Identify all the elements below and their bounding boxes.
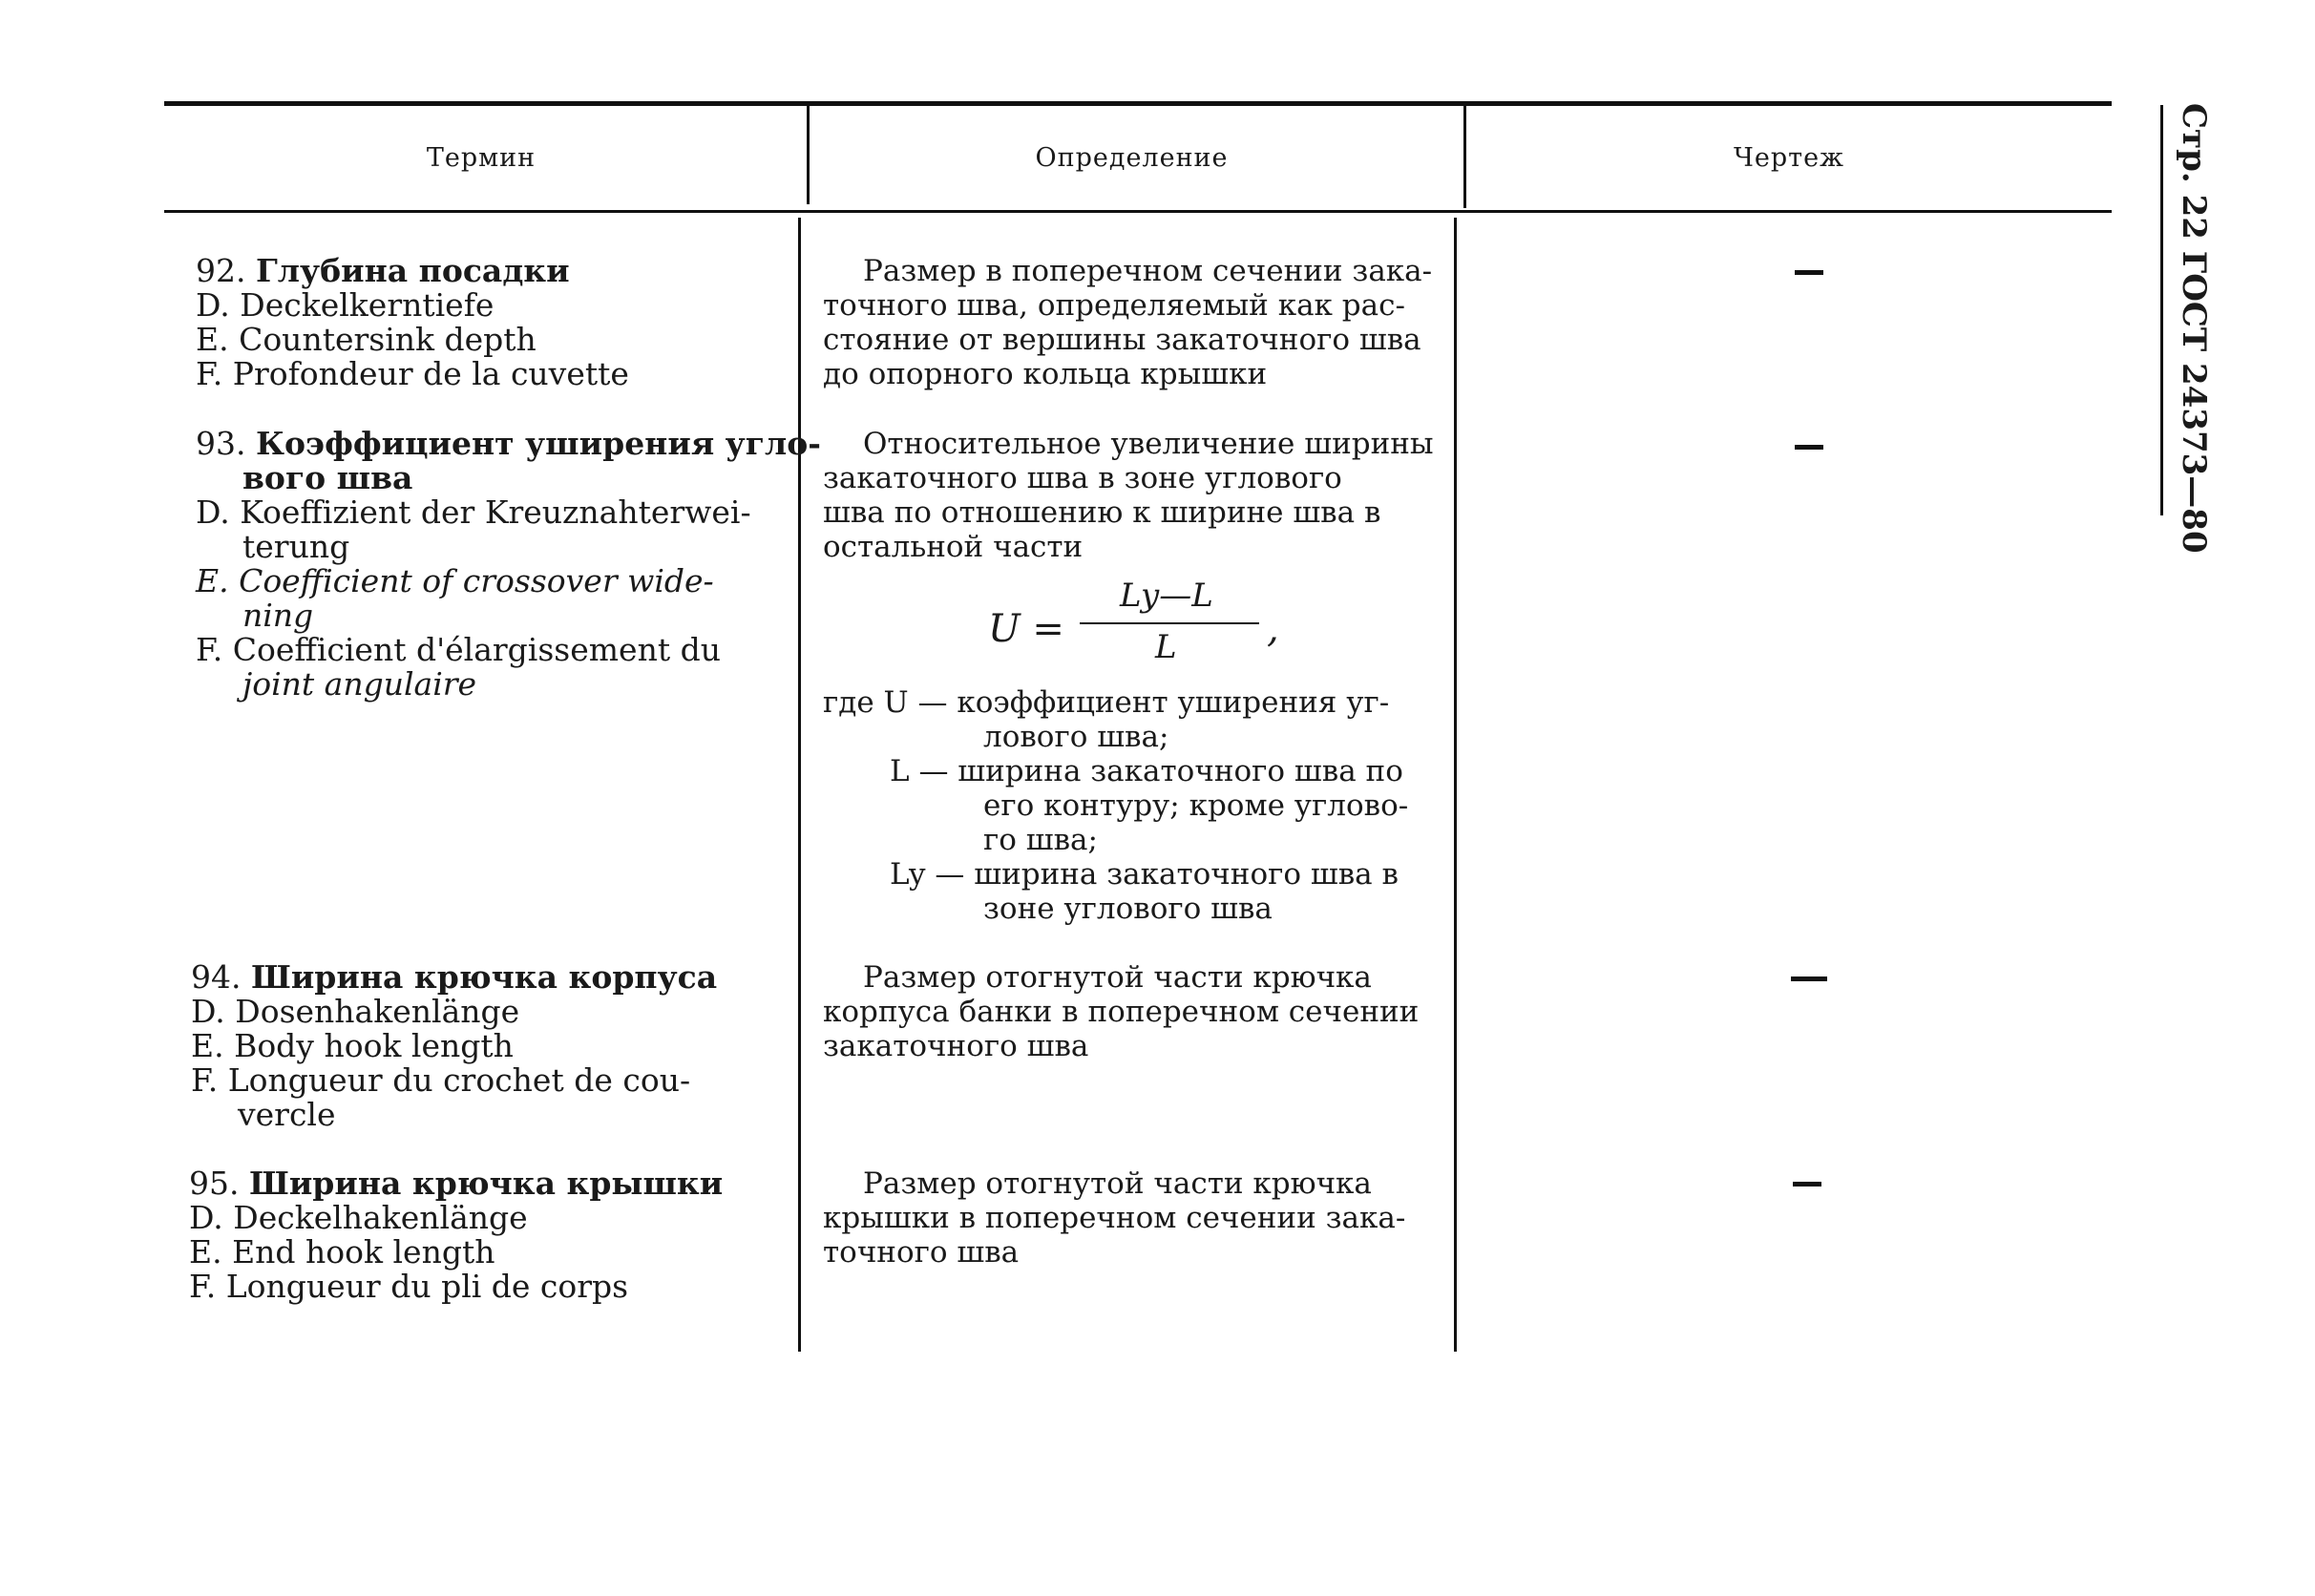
term-number: 95. xyxy=(189,1165,240,1202)
term-95 xyxy=(189,1166,723,1304)
term-number: 92. xyxy=(196,252,246,289)
header-terms: Термин xyxy=(426,143,537,173)
term-line: ning xyxy=(242,597,314,634)
term-line: vercle xyxy=(238,1096,336,1133)
definition-line: Относительное увеличение ширины xyxy=(863,427,1434,461)
term-94 xyxy=(191,960,717,1132)
where-line: Ly — ширина закаточного шва в xyxy=(890,857,1399,892)
term-line: E. Body hook length xyxy=(191,1027,514,1064)
drawing-placeholder-dash xyxy=(1793,1182,1821,1186)
term-title: Ширина крючка крышки xyxy=(248,1165,724,1202)
term-line: terung xyxy=(242,528,350,565)
definition-line: Размер в поперечном сечении зака- xyxy=(863,254,1433,288)
term-line: D. Koeffizient der Kreuznahterwei- xyxy=(196,494,751,531)
term-line: E. End hook length xyxy=(189,1233,495,1270)
formula-denominator: L xyxy=(1155,628,1177,666)
definition-92 xyxy=(823,254,1439,391)
term-title: Коэффициент уширения угло- xyxy=(255,425,822,462)
term-93 xyxy=(196,427,821,702)
page-side-label: Стр. 22 ГОСТ 24373—80 xyxy=(2175,103,2213,554)
header-definition: Определение xyxy=(1035,143,1229,173)
term-line: E. Coefficient of crossover wide- xyxy=(196,562,714,599)
term-line: D. Dosenhakenlänge xyxy=(191,993,520,1030)
drawing-placeholder-dash xyxy=(1795,445,1823,450)
definition-line: закаточного шва xyxy=(823,1029,1089,1063)
definition-line: точного шва xyxy=(823,1235,1020,1270)
table-top-rule xyxy=(164,101,2112,106)
where-line: зоне углового шва xyxy=(983,892,1273,926)
definition-line: остальной части xyxy=(823,530,1084,564)
definition-93 xyxy=(823,427,1439,564)
term-line: E. Countersink depth xyxy=(196,321,537,358)
term-line: F. Longueur du crochet de cou- xyxy=(191,1061,691,1099)
definition-94 xyxy=(823,960,1439,1063)
definition-93-where xyxy=(823,685,1439,926)
definition-line: до опорного кольца крышки xyxy=(823,357,1268,391)
definition-line: шва по отношению к ширине шва в xyxy=(823,495,1381,530)
definition-line: корпуса банки в поперечном сечении xyxy=(823,995,1420,1029)
definition-line: закаточного шва в зоне углового xyxy=(823,461,1342,495)
term-number: 94. xyxy=(191,958,242,996)
column-divider-1-body xyxy=(798,218,801,1352)
term-line: F. Longueur du pli de corps xyxy=(189,1268,629,1305)
header-drawing: Чертеж xyxy=(1734,143,1844,173)
definition-line: стояние от вершины закаточного шва xyxy=(823,323,1421,357)
definition-95 xyxy=(823,1166,1439,1270)
fraction-bar xyxy=(1080,622,1259,624)
term-line: F. Coefficient d'élargissement du xyxy=(196,631,721,668)
term-line: D. Deckelkerntiefe xyxy=(196,286,495,324)
term-line: F. Profondeur de la cuvette xyxy=(196,355,629,392)
drawing-placeholder-dash xyxy=(1791,976,1827,981)
where-line: го шва; xyxy=(983,823,1098,857)
definition-line: Размер отогнутой части крючка xyxy=(863,1166,1372,1201)
formula-u xyxy=(988,577,1294,678)
formula-tail: , xyxy=(1267,607,1279,651)
side-label-rule xyxy=(2160,105,2163,515)
term-title: Глубина посадки xyxy=(255,252,570,289)
term-line: D. Deckelhakenlänge xyxy=(189,1199,528,1236)
formula-lhs: U = xyxy=(988,607,1064,651)
where-line: L — ширина закаточного шва по xyxy=(890,754,1403,788)
definition-line: крышки в поперечном сечении зака- xyxy=(823,1201,1406,1235)
drawing-placeholder-dash xyxy=(1795,270,1823,275)
definition-line: точного шва, определяемый как рас- xyxy=(823,288,1405,323)
definition-line: Размер отогнутой части крючка xyxy=(863,960,1372,995)
term-number: 93. xyxy=(196,425,246,462)
header-bottom-rule xyxy=(164,210,2112,213)
term-title: Ширина крючка корпуса xyxy=(250,958,718,996)
where-line: где U — коэффициент уширения уг- xyxy=(823,685,1390,720)
term-92 xyxy=(196,254,629,391)
where-line: его контуру; кроме углово- xyxy=(983,788,1409,823)
column-divider-2-body xyxy=(1454,218,1457,1352)
formula-numerator: Ly—L xyxy=(1120,577,1213,615)
term-title-continued: вого шва xyxy=(242,459,413,496)
where-line: лового шва; xyxy=(983,720,1169,754)
term-line: joint angulaire xyxy=(242,665,477,703)
